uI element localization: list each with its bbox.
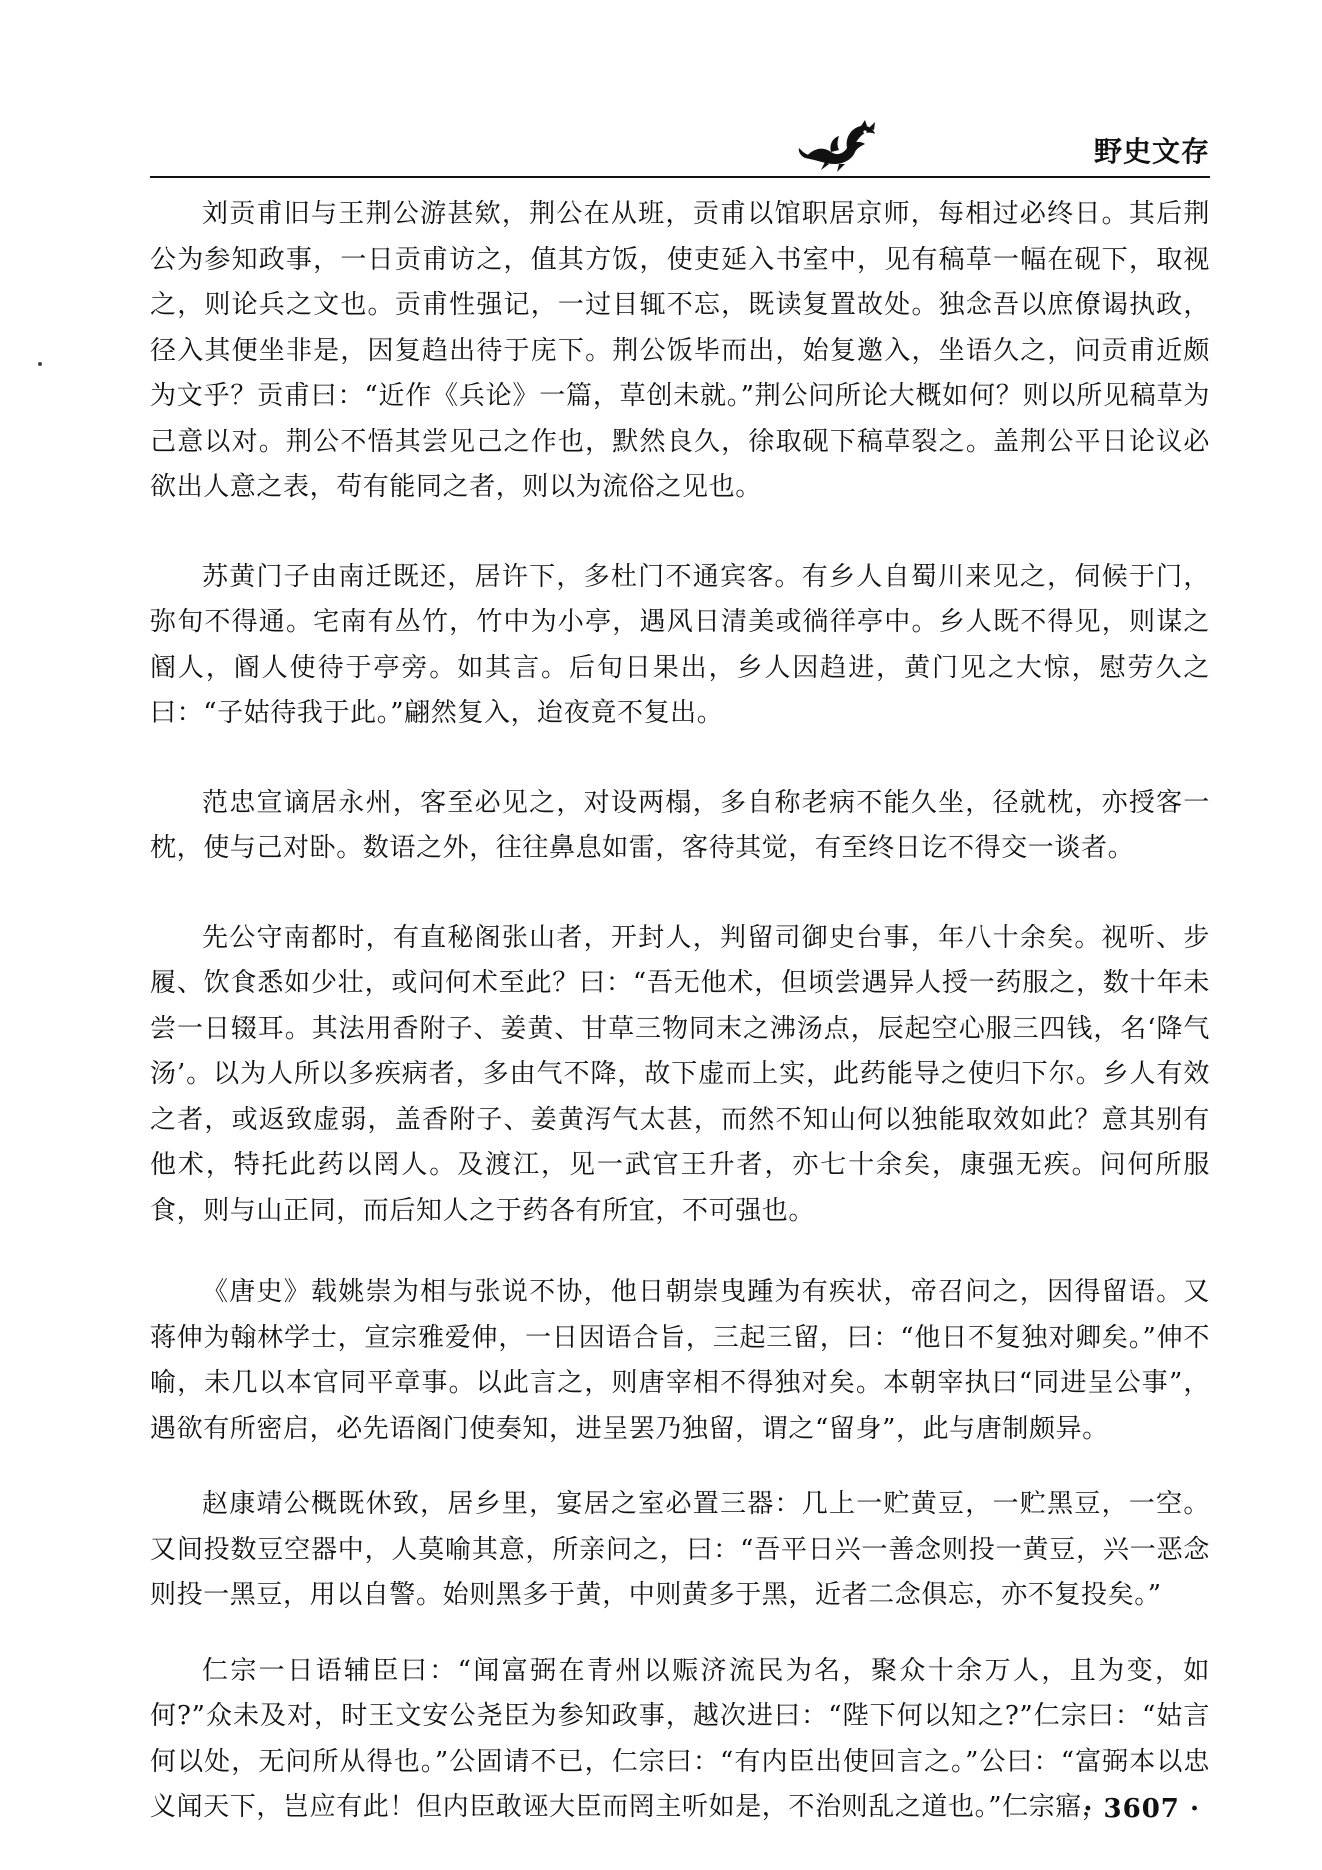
paragraph-gap (150, 737, 1210, 781)
book-series-title: 野史文存 (1093, 135, 1210, 168)
dragon-emblem-icon (795, 118, 885, 174)
paragraph-gap (150, 1619, 1210, 1649)
paragraph-gap (150, 511, 1210, 555)
main-text (150, 192, 1210, 1831)
paragraph-su-huangmen: 苏黄门子由南迁既还，居许下，多杜门不通宾客。有乡人自蜀川来见之，伺候于门，弥旬不得通。宅南有丛竹，竹中为小亭，遇风日清美或徜徉亭中。乡人既不得见，则谋之阍人，阍人使待于亭旁。如其言。后旬日果出，乡人因趋进，黄门见之大惊，慰劳久之曰：“子姑待我于此。”翩然复入，迨夜竟不复出。 (150, 561, 1210, 728)
running-header (150, 118, 1210, 178)
paragraph-fan-zhongxuan: 范忠宣谪居永州，客至必见之，对设两榻，多自称老病不能久坐，径就枕，亦授客一枕，使与己对卧。数语之外，往往鼻息如雷，客待其觉，有至终日讫不得交一谈者。 (150, 787, 1210, 863)
paragraph-zhao-kangjing: 赵康靖公概既休致，居乡里，宴居之室必置三器：几上一贮黄豆，一贮黑豆，一空。又间投数豆空器中，人莫喻其意，所亲问之，曰：“吾平日兴一善念则投一黄豆，兴一恶念则投一黑豆，用以自警。始则黑多于黄，中则黄多于黑，近者二念俱忘，亦不复投矣。” (150, 1489, 1210, 1610)
scan-speck (38, 362, 42, 366)
paragraph-gap (150, 872, 1210, 916)
header-rule (150, 176, 1210, 178)
paragraph-xiangong-nandu: 先公守南都时，有直秘阁张山者，开封人，判留司御史台事，年八十余矣。视听、步履、饮食悉如少壮，或问何术至此？曰：“吾无他术，但顷尝遇异人授一药服之，数十年未尝一日辍耳。其法用香附子、姜黄、甘草三物同末之沸汤点，辰起空心服三四钱，名‘降气汤’。以为人所以多疾病者，多由气不降，故下虚而上实，此药能导之使归下尔。乡人有效之者，或返致虚弱，盖香附子、姜黄泻气太甚，而然不知山何以独能取效如此？意其别有他术，特托此药以罔人。及渡江，见一武官王升者，亦七十余矣，康强无疾。问何所服食，则与山正同，而后知人之于药各有所宜，不可强也。 (150, 922, 1210, 1226)
paragraph-liu-gongfu: 刘贡甫旧与王荆公游甚欸，荆公在从班，贡甫以馆职居京师，每相过必终日。其后荆公为参知政事，一日贡甫访之，值其方饭，使吏延入书室中，见有稿草一幅在砚下，取视之，则论兵之文也。贡甫性强记，一过目辄不忘，既读复置故处。独念吾以庶僚谒执政，径入其便坐非是，因复趋出待于庑下。荆公饭毕而出，始复邀入，坐语久之，问贡甫近颇为文乎？贡甫曰：“近作《兵论》一篇，草创未就。”荆公问所论大概如何？则以所见稿草为己意以对。荆公不悟其尝见己之作也，默然良久，徐取砚下稿草裂之。盖荆公平日论议必欲出人意之表，苟有能同之者，则以为流俗之见也。 (150, 199, 1210, 502)
paragraph-gap (150, 1234, 1210, 1270)
page-number: · 3607 · (1083, 1794, 1200, 1824)
paragraph-tangshi: 《唐史》载姚崇为相与张说不协，他日朝崇曳踵为有疾状，帝召问之，因得留语。又蒋伸为翰林学士，宣宗雅爱伸，一日因语合旨，三起三留，曰：“他日不复独对卿矣。”伸不喻，未几以本官同平章事。以此言之，则唐宰相不得独对矣。本朝宰执曰“同进呈公事”，遇欲有所密启，必先语阁门使奏知，进呈罢乃独留，谓之“留身”，此与唐制颇异。 (150, 1277, 1210, 1444)
paragraph-renzong: 仁宗一日语辅臣曰：“闻富弼在青州以赈济流民为名，聚众十余万人，且为变，如何?”众未及对，时王文安公尧臣为参知政事，越次进曰：“陛下何以知之?”仁宗曰：“姑言何以处，无问所从得也。”公固请不已，仁宗曰：“有内臣出使回言之。”公曰：“富弼本以忠义闻天下，岂应有此！但内臣敢诬大臣而罔主听如是，不治则乱之道也。”仁宗寤， (150, 1655, 1210, 1822)
paragraph-gap (150, 1452, 1210, 1482)
